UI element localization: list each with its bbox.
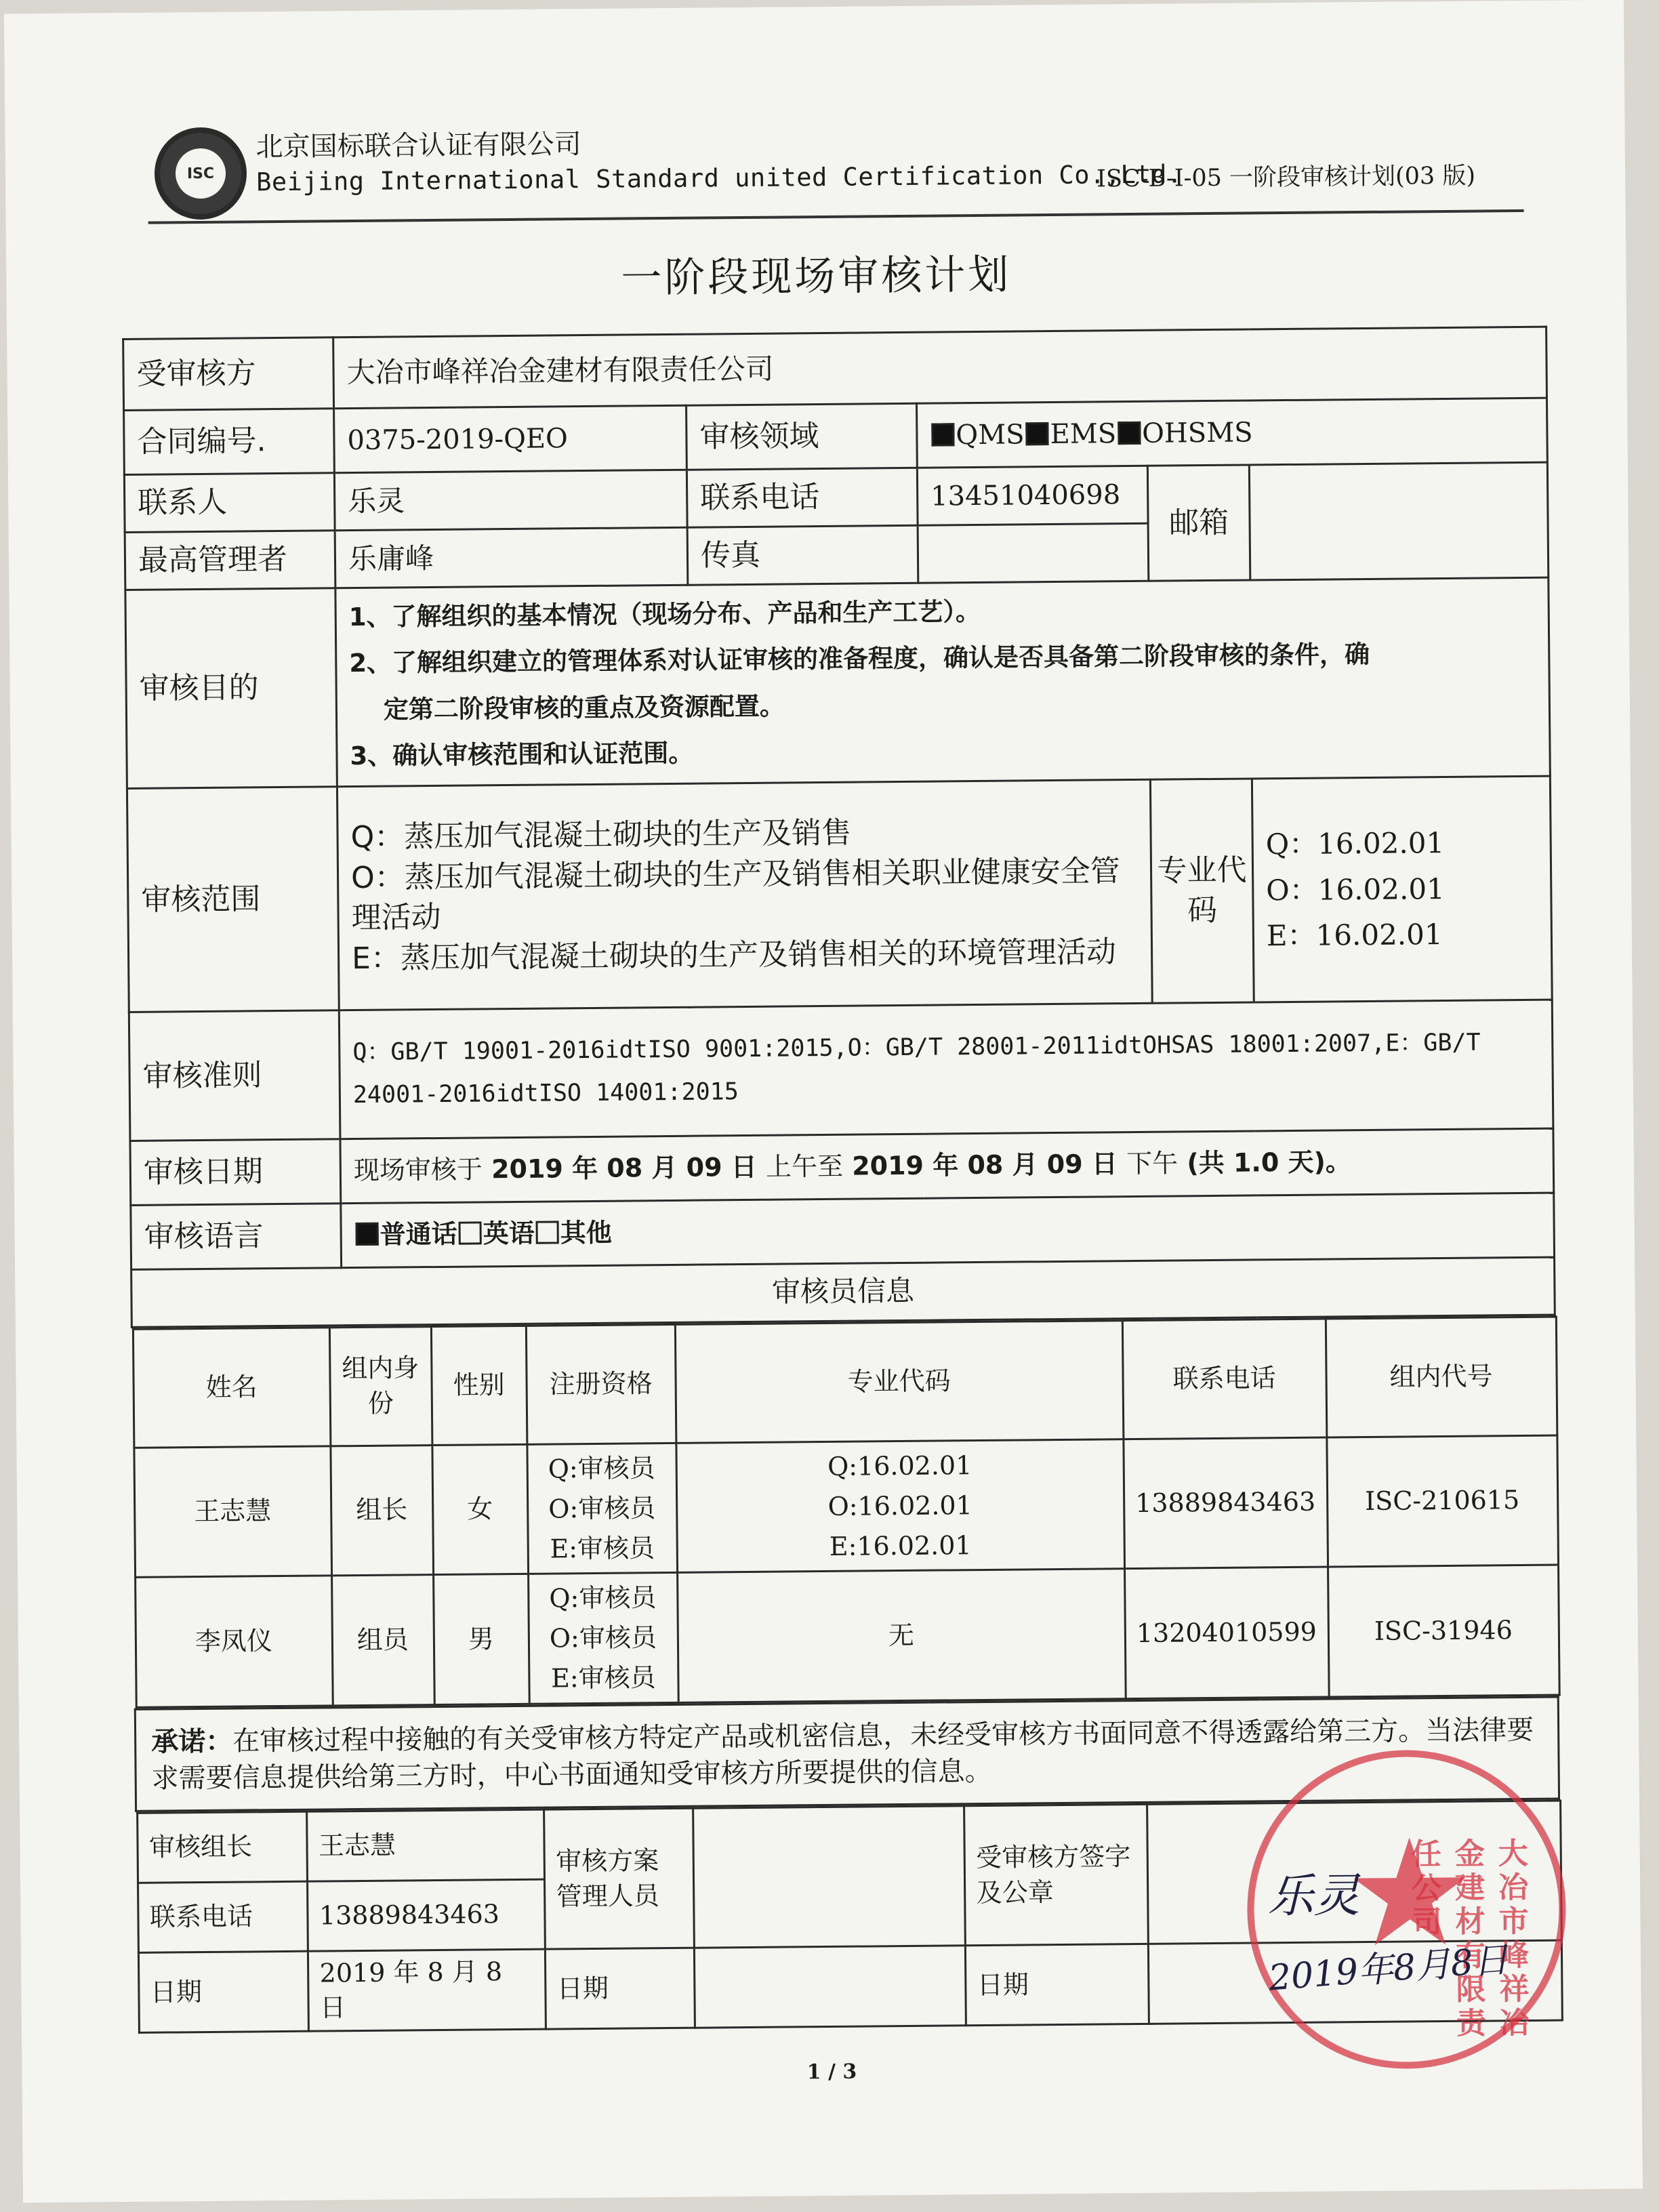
contract-row [124, 398, 1548, 474]
contact-row [124, 462, 1548, 532]
qual-q: Q:审核员 [548, 1452, 655, 1484]
letterhead [147, 109, 1523, 230]
language-other: 其他 [560, 1217, 612, 1248]
program-manager-label: 审核方案管理人员 [544, 1808, 694, 1949]
auditor-header-row [133, 1317, 1557, 1448]
criteria-label: 审核准则 [129, 1010, 340, 1141]
fax-value [918, 523, 1149, 583]
phone-value: 13451040698 [917, 466, 1148, 525]
auditor-codes: 无 [677, 1569, 1126, 1702]
qual-o: O:审核员 [549, 1622, 657, 1654]
email-label: 邮箱 [1147, 465, 1250, 581]
language-checkbox-english [459, 1222, 482, 1245]
program-manager-value [693, 1806, 965, 1948]
language-options [341, 1193, 1555, 1268]
audit-field-options [917, 398, 1548, 468]
code-o: O:16.02.01 [827, 1490, 972, 1521]
scope-code-o: O：16.02.01 [1266, 872, 1445, 907]
scope-code-label: 专业代码 [1150, 779, 1254, 1003]
date-start: 2019 年 08 月 09 日 [491, 1151, 757, 1185]
auditor-quals [527, 1443, 677, 1574]
scope-line-o: O：蒸压加气混凝土砌块的生产及销售相关职业健康安全管理活动 [350, 854, 1120, 936]
scope-codes [1252, 776, 1552, 1002]
page-number: 1 / 3 [806, 2060, 857, 2085]
auditor-team-id: ISC-210615 [1326, 1435, 1558, 1568]
qual-o: O:审核员 [548, 1492, 656, 1524]
language-mandarin: 普通话 [380, 1218, 457, 1250]
auditor-gender: 女 [432, 1444, 528, 1575]
promise-label: 承诺： [151, 1725, 233, 1758]
scope-line-q: Q：蒸压加气混凝土砌块的生产及销售 [350, 816, 852, 855]
auditor-table [131, 1315, 1560, 1708]
auditor-phone: 13204010599 [1124, 1567, 1329, 1698]
language-row [131, 1193, 1555, 1269]
qual-e: E:审核员 [550, 1662, 656, 1694]
auditee-date-label: 日期 [965, 1944, 1149, 2025]
leader-phone-value: 13889843463 [307, 1879, 545, 1951]
contact-value: 乐灵 [334, 470, 687, 531]
scope-content [337, 779, 1152, 1010]
document-page [4, 0, 1643, 2203]
header-gender: 性别 [431, 1326, 527, 1445]
date-row [130, 1128, 1554, 1205]
header-name: 姓名 [133, 1328, 331, 1448]
promise-text: 在审核过程中接触的有关受审核方特定产品或机密信息，未经受审核方书面同意不得透露给第三方。当法律要求需要信息提供给第三方时，中心书面通知受审核方所要提供的信息。 [151, 1714, 1534, 1795]
auditor-name: 李凤仪 [135, 1576, 333, 1707]
purpose-label: 审核目的 [125, 588, 337, 788]
auditee-label: 受审核方 [123, 337, 334, 411]
contact-label: 联系人 [124, 473, 335, 533]
date-end: 2019 年 08 月 09 日 [852, 1149, 1118, 1181]
code-q: Q:16.02.01 [827, 1450, 972, 1481]
phone-label: 联系电话 [687, 468, 918, 527]
contract-value: 0375-2019-QEO [334, 405, 687, 473]
auditor-row [135, 1565, 1559, 1707]
fax-label: 传真 [687, 525, 918, 585]
purpose-row [125, 577, 1551, 788]
qms-checkbox [931, 423, 954, 446]
ohsms-checkbox [1118, 422, 1141, 445]
ems-label: EMS [1050, 418, 1117, 451]
leader-label: 审核组长 [137, 1811, 307, 1883]
logo-text: ISC [176, 148, 226, 199]
seal-text: 大冶市峰祥冶金建材有限责任公司 [1406, 1837, 1530, 2041]
auditee-sign-label: 受审核方签字及公章 [964, 1804, 1148, 1945]
audit-field-label: 审核领域 [687, 403, 918, 470]
leader-date-value: 2019 年 8 月 8 日 [308, 1949, 546, 2031]
criteria-value: Q：GB/T 19001-2016idtISO 9001:2015,O：GB/T 28001-2011idtOHSAS 18001:2007,E：GB/T 24001-2016idtISO 14001:2015 [339, 1000, 1553, 1139]
auditor-gender: 男 [433, 1574, 529, 1705]
manager-label: 最高管理者 [125, 531, 335, 590]
header-code: 专业代码 [675, 1320, 1124, 1443]
purpose-content [335, 577, 1551, 786]
language-label: 审核语言 [131, 1203, 342, 1269]
company-name-en: Beijing International Standard united Certification Co.,Ltd. [255, 159, 1183, 197]
auditee-row [123, 327, 1547, 410]
header-divider [148, 209, 1524, 224]
date-end-period: 下午 [1126, 1148, 1179, 1179]
purpose-item: 3、确认审核范围和认证范围。 [350, 738, 694, 771]
auditee-signature: 乐灵 [1267, 1869, 1360, 1924]
code-e: E:16.02.01 [829, 1530, 972, 1561]
qms-label: QMS [956, 419, 1025, 451]
company-name-cn: 北京国标联合认证有限公司 [255, 129, 581, 163]
criteria-row [129, 1000, 1553, 1141]
auditee-signature-date: 2019年8月8日 [1267, 1939, 1510, 1999]
language-checkbox-other [536, 1221, 559, 1244]
auditor-phone: 13889843463 [1123, 1437, 1328, 1569]
date-value [340, 1128, 1554, 1204]
email-value [1249, 462, 1548, 580]
auditor-table-cell [131, 1315, 1558, 1710]
auditor-table-row [131, 1315, 1558, 1710]
company-logo [154, 127, 247, 220]
ems-checkbox [1025, 422, 1048, 445]
qual-q: Q:审核员 [549, 1582, 657, 1614]
manager-date-value [694, 1946, 966, 2028]
scope-code-q: Q：16.02.01 [1265, 826, 1445, 861]
auditor-name: 王志慧 [134, 1446, 331, 1578]
contract-label: 合同编号. [124, 409, 335, 475]
auditor-team-id: ISC-31946 [1328, 1565, 1559, 1697]
header-role: 组内身份 [329, 1326, 432, 1446]
scope-code-e: E：16.02.01 [1266, 917, 1443, 953]
manager-date-label: 日期 [545, 1948, 695, 2029]
manager-value: 乐庸峰 [335, 527, 688, 588]
auditor-role: 组员 [331, 1575, 434, 1706]
language-checkbox-mandarin [356, 1223, 379, 1246]
leader-value: 王志慧 [306, 1809, 544, 1881]
scope-row [127, 776, 1552, 1012]
auditor-role: 组长 [330, 1445, 433, 1576]
date-start-period: 上午至 [765, 1151, 844, 1182]
ohsms-label: OHSMS [1141, 417, 1253, 449]
header-team-id: 组内代号 [1326, 1317, 1557, 1437]
auditor-codes [676, 1439, 1124, 1572]
date-label: 审核日期 [130, 1139, 341, 1205]
leader-date-label: 日期 [138, 1951, 308, 2032]
auditor-row [134, 1435, 1558, 1578]
leader-phone-label: 联系电话 [138, 1881, 308, 1952]
scope-label: 审核范围 [127, 786, 339, 1012]
document-title: 一阶段现场审核计划 [621, 251, 1012, 302]
date-duration: (共 1.0 天)。 [1187, 1147, 1352, 1179]
purpose-item: 定第二阶段审核的重点及资源配置。 [383, 691, 785, 724]
qual-e: E:审核员 [550, 1532, 655, 1564]
header-qualification: 注册资格 [526, 1324, 676, 1444]
auditor-quals [528, 1573, 678, 1704]
auditor-section-title: 审核员信息 [131, 1257, 1555, 1327]
form-code: ISC-B-I-05 一阶段审核计划(03 版) [1096, 162, 1476, 193]
language-english: 英语 [483, 1218, 535, 1249]
header-phone: 联系电话 [1122, 1319, 1327, 1439]
date-prefix: 现场审核于 [353, 1154, 483, 1186]
purpose-item: 1、了解组织的基本情况（现场分布、产品和生产工艺）。 [348, 596, 981, 632]
scope-line-e: E：蒸压加气混凝土砌块的生产及销售相关的环境管理活动 [351, 934, 1117, 976]
auditee-value: 大冶市峰祥冶金建材有限责任公司 [333, 327, 1547, 409]
purpose-item: 2、了解组织建立的管理体系对认证审核的准备程度，确认是否具备第二阶段审核的条件，确 [349, 640, 1370, 678]
